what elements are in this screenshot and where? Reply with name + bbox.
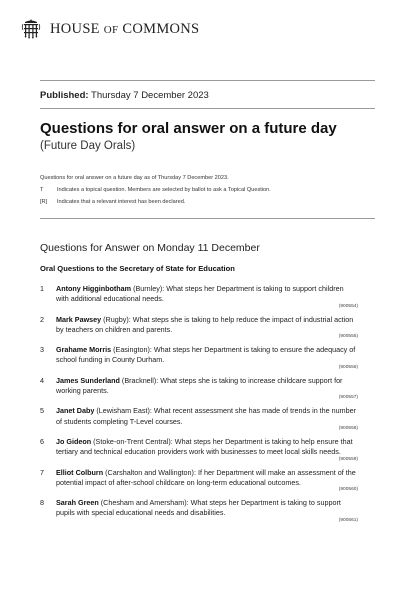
constituency: (Chesham and Amersham): — [100, 498, 189, 508]
legend-text: Indicates that a relevant interest has been declared. — [57, 199, 186, 205]
question-text: If her Department will make an assessment of the potential impact of after-school childcare on long-term educational outcomes. — [56, 467, 356, 487]
constituency: (Stoke-on-Trent Central): — [93, 436, 173, 446]
question-text: What steps her Department is taking to support children with additional educational needs. — [56, 284, 344, 304]
portcullis-logo-icon — [20, 18, 42, 40]
question-number: 7 — [40, 467, 44, 477]
questions-list — [40, 284, 358, 529]
commons-word: COMMONS — [122, 20, 200, 37]
member-name: Janet Daby — [56, 406, 95, 416]
question-number: 1 — [40, 284, 44, 293]
question-text: What steps her Department is taking to help ensure that tertiary and technical education providers work with businesses to meet local skills needs. — [56, 436, 353, 457]
question-text: What steps she is taking to help reduce the impact of industrial action by teachers on children and parents. — [56, 314, 354, 334]
page-subtitle: (Future Day Orals) — [40, 140, 136, 152]
question-reference: (900558) — [338, 425, 358, 431]
constituency: (Burnley): — [133, 284, 165, 293]
constituency: (Lewisham East): — [96, 406, 152, 416]
question-reference: (900555) — [338, 334, 358, 340]
member-name: Grahame Morris — [56, 345, 112, 355]
published-line — [40, 90, 209, 101]
section-heading: Questions for Answer on Monday 11 December — [40, 242, 260, 254]
question-text: What recent assessment she has made of trends in the number of students completing T-Level courses. — [56, 406, 357, 426]
member-name: Antony Higginbotham — [56, 284, 132, 293]
constituency: (Bracknell): — [121, 375, 159, 385]
question-item — [40, 498, 358, 524]
question-item — [40, 437, 358, 463]
question-item — [40, 315, 358, 341]
constituency: (Easington): — [113, 345, 152, 355]
of-word: OF — [103, 23, 119, 36]
legend-text: Indicates a topical question. Members are selected by ballot to ask a Topical Question. — [57, 187, 271, 193]
top-divider — [40, 80, 375, 81]
published-label: Published: — [40, 90, 89, 101]
question-reference: (900561) — [338, 517, 358, 523]
legend-row — [40, 196, 271, 208]
house-of-commons-header — [20, 18, 199, 40]
question-item — [40, 284, 358, 310]
published-date: Thursday 7 December 2023 — [91, 90, 209, 101]
legend-key: [R] — [40, 199, 48, 205]
member-name: Mark Pawsey — [56, 314, 102, 324]
question-text: What steps her Department is taking to support pupils with special educational needs and disabilities. — [56, 498, 341, 518]
question-reference: (900556) — [338, 364, 358, 370]
intro-divider — [40, 218, 375, 219]
question-text: What steps her Department is taking to ensure the adequacy of school funding in County Durham. — [56, 345, 356, 365]
question-item — [40, 345, 358, 371]
question-text: What steps she is taking to increase childcare support for working parents. — [56, 375, 343, 396]
member-name: Elliot Colburn — [56, 467, 104, 477]
house-word: HOUSE — [50, 20, 100, 37]
question-item — [40, 376, 358, 402]
legend-key: T — [40, 187, 44, 193]
question-number: 4 — [40, 375, 44, 385]
constituency: (Carshalton and Wallington): — [105, 467, 196, 477]
question-reference: (900557) — [338, 395, 358, 401]
member-name: Sarah Green — [56, 498, 99, 508]
question-reference: (900554) — [338, 303, 358, 309]
constituency: (Rugby): — [103, 314, 131, 324]
house-of-commons-wordmark — [50, 21, 199, 38]
question-number: 5 — [40, 406, 44, 416]
published-divider — [40, 108, 375, 109]
question-number: 8 — [40, 498, 44, 508]
page-title: Questions for oral answer on a future day — [40, 120, 337, 137]
intro-notes — [40, 172, 271, 208]
legend-row — [40, 184, 271, 196]
member-name: James Sunderland — [56, 375, 120, 385]
member-name: Jo Gideon — [56, 436, 92, 446]
department-subheading: Oral Questions to the Secretary of State for Education — [40, 264, 235, 273]
question-number: 6 — [40, 436, 44, 446]
question-number: 3 — [40, 345, 44, 355]
intro-line: Questions for oral answer on a future day as of Thursday 7 December 2023. — [40, 175, 229, 181]
question-reference: (900559) — [338, 456, 358, 462]
question-item — [40, 468, 358, 494]
question-item — [40, 406, 358, 432]
question-reference: (900560) — [338, 487, 358, 493]
question-number: 2 — [40, 314, 44, 324]
